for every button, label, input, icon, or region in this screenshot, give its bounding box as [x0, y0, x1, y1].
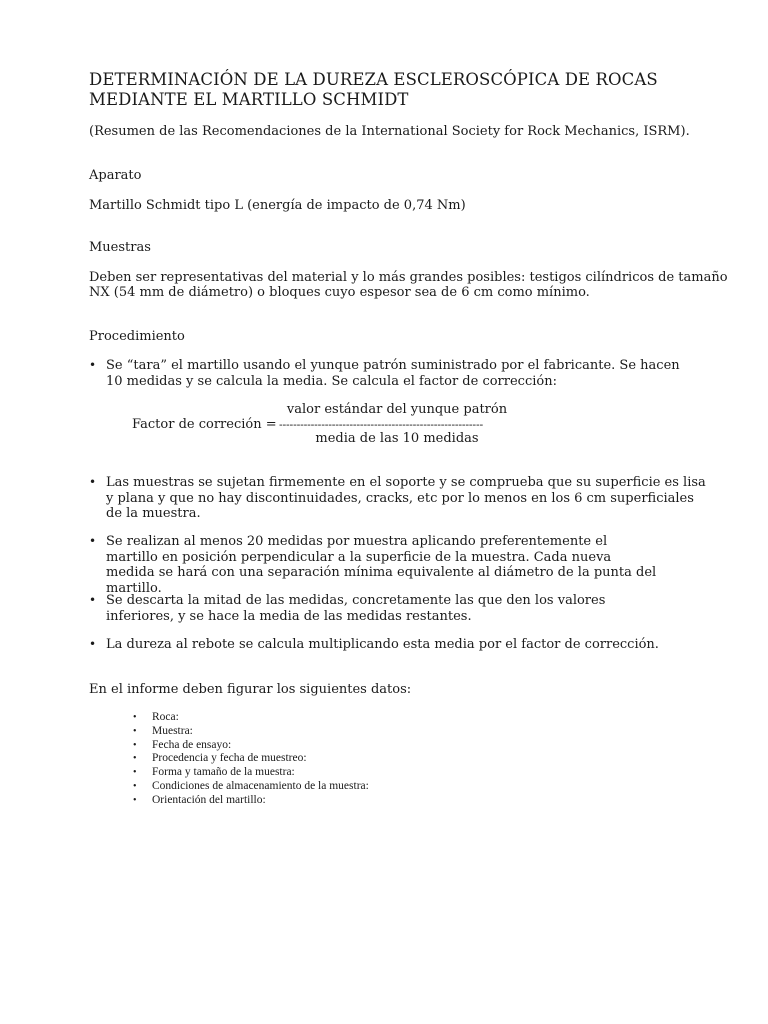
- bullet-icon: •: [133, 794, 137, 806]
- muestras-text-line-1: Deben ser representativas del material y lo más grandes posibles: testigos cilíndricos de tamaño: [89, 270, 728, 285]
- bullet-icon: •: [133, 780, 137, 792]
- procedure-item-text: La dureza al rebote se calcula multiplicando esta media por el factor de corrección.: [106, 637, 659, 652]
- bullet-icon: •: [133, 739, 137, 751]
- procedure-item-text: Se “tara” el martillo usando el yunque patrón suministrado por el fabricante. Se hacen 10 medidas y se calcula la media. Se calcula el factor de corrección:: [106, 358, 680, 389]
- section-heading-aparato: Aparato: [89, 168, 142, 183]
- formula-fraction-bar: ----------------------------------------------------------: [279, 418, 483, 431]
- report-field-label: Fecha de ensayo:: [152, 738, 232, 751]
- bullet-icon: •: [133, 725, 137, 737]
- bullet-icon: •: [89, 637, 97, 651]
- report-field-label: Orientación del martillo:: [152, 793, 266, 806]
- report-field-label: Roca:: [152, 711, 179, 723]
- muestras-text-line-2: NX (54 mm de diámetro) o bloques cuyo espesor sea de 6 cm como mínimo.: [89, 285, 590, 300]
- procedure-item-text: Se realizan al menos 20 medidas por muestra aplicando preferentemente el martillo en posición perpendicular a la superficie de la muestra. Cada nueva medida se hará con una separación mínima equivalente al diámetro de la punta del martillo.: [106, 534, 657, 596]
- bullet-icon: •: [133, 712, 137, 723]
- formula-denominator: media de las 10 medidas: [315, 431, 479, 446]
- bullet-icon: •: [89, 593, 97, 607]
- bullet-icon: •: [133, 767, 137, 779]
- bullet-icon: •: [133, 753, 137, 765]
- report-field-label: Condiciones de almacenamiento de la muestra:: [152, 779, 369, 792]
- bullet-icon: •: [89, 475, 97, 489]
- section-heading-procedimiento: Procedimiento: [89, 329, 185, 344]
- document-title: DETERMINACIÓN DE LA DUREZA ESCLEROSCÓPICA DE ROCAS MEDIANTE EL MARTILLO SCHMIDT: [89, 70, 658, 109]
- report-field-label: Forma y tamaño de la muestra:: [152, 766, 295, 779]
- bullet-icon: •: [89, 534, 97, 548]
- procedure-item-text: Se descarta la mitad de las medidas, concretamente las que den los valores inferiores, y se hace la media de las medidas restantes.: [106, 593, 606, 624]
- procedure-item-text: Las muestras se sujetan firmemente en el soporte y se comprueba que su superficie es lisa y plana y que no hay discontinuidades, cracks, etc por lo menos en los 6 cm superficiales de la muestra.: [106, 475, 706, 521]
- bullet-icon: •: [89, 358, 97, 372]
- report-field-label: Muestra:: [152, 724, 193, 737]
- aparato-text: Martillo Schmidt tipo L (energía de impacto de 0,74 Nm): [89, 198, 466, 213]
- report-intro: En el informe deben figurar los siguientes datos:: [89, 682, 412, 697]
- report-field-label: Procedencia y fecha de muestreo:: [152, 752, 307, 765]
- section-heading-muestras: Muestras: [89, 240, 151, 255]
- formula-lhs: Factor de correción =: [132, 417, 277, 432]
- formula-numerator: valor estándar del yunque patrón: [286, 402, 508, 417]
- document-subtitle: (Resumen de las Recomendaciones de la International Society for Rock Mechanics, ISRM).: [89, 124, 690, 139]
